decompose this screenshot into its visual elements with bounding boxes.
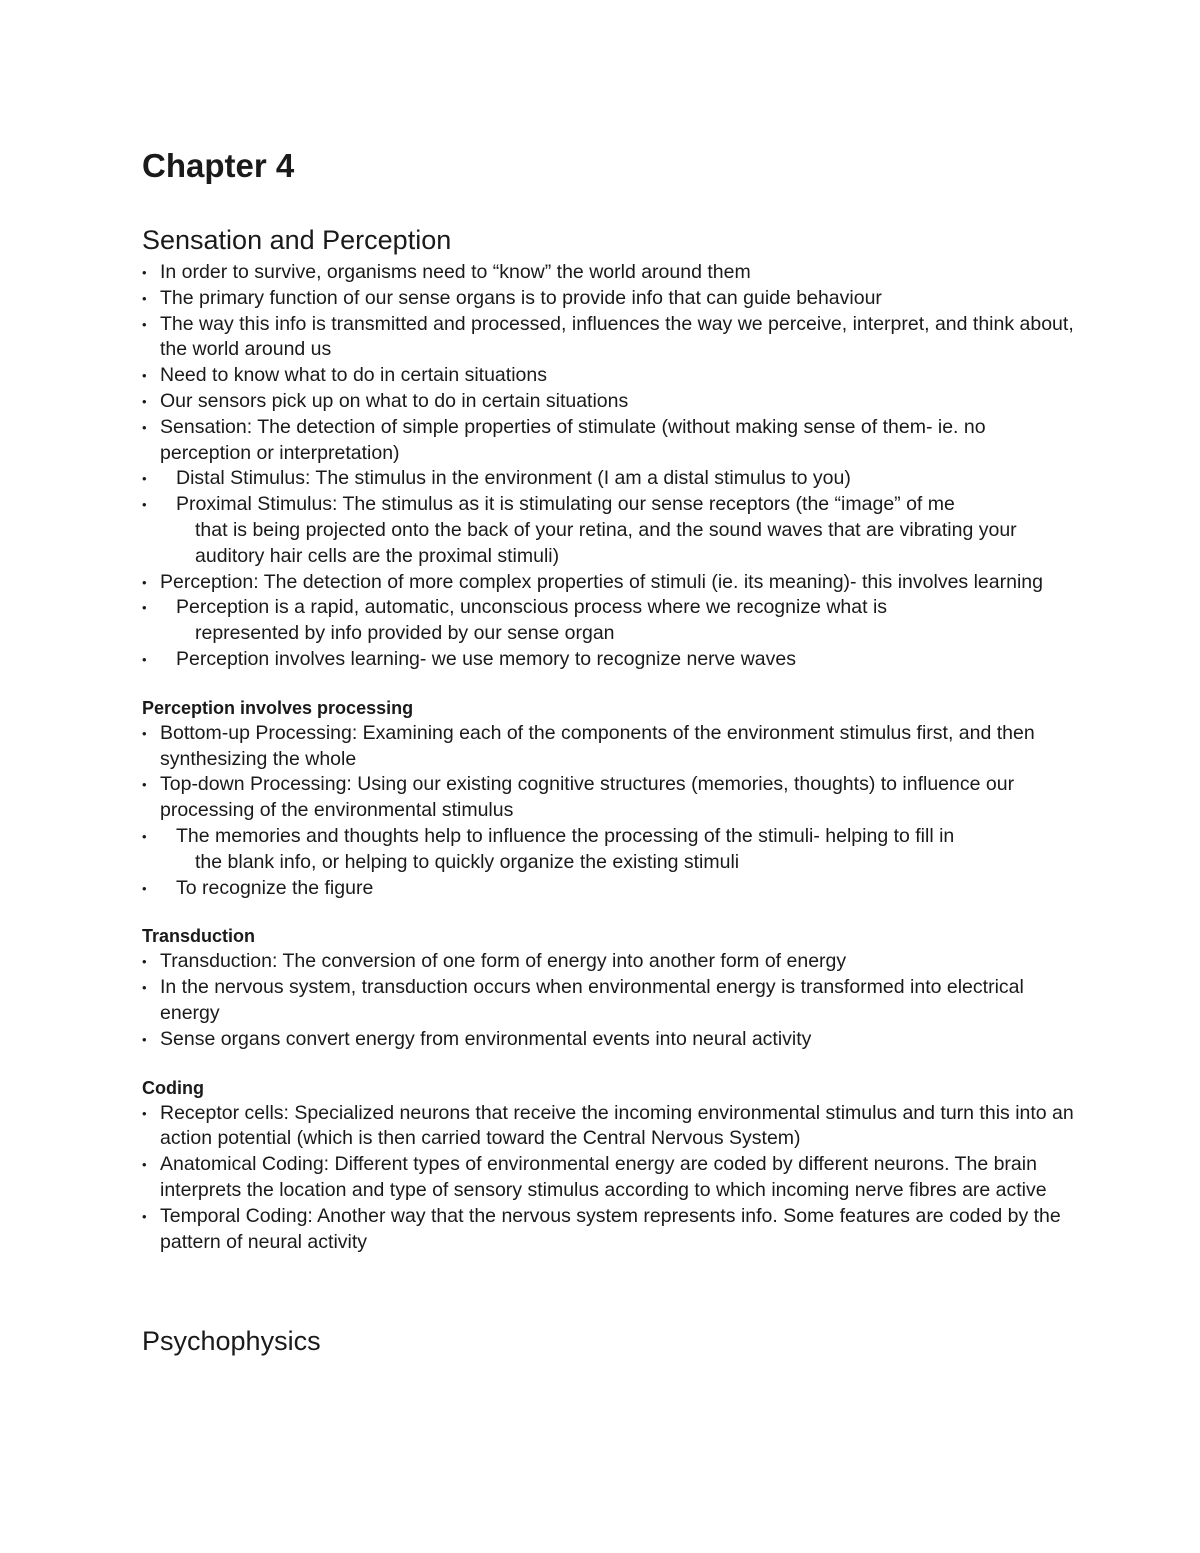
list-item-first-line: The memories and thoughts help to influence the processing of the stimuli- helping to fill in bbox=[176, 824, 955, 847]
list-item-nested: • Distal Stimulus: The stimulus in the environment (I am a distal stimulus to you) bbox=[142, 466, 1082, 492]
list-item-first-line: Perception is a rapid, automatic, unconscious process where we recognize what is bbox=[176, 596, 888, 619]
processing-list bbox=[142, 721, 1082, 902]
list-item: • Top-down Processing: Using our existing cognitive structures (memories, thoughts) to influence our processing of the environmental stimulus bbox=[142, 772, 1082, 824]
section-title-processing: Perception involves processing bbox=[142, 697, 414, 718]
section-title-sensation: Sensation and Perception bbox=[142, 225, 452, 255]
list-item: • Temporal Coding: Another way that the nervous system represents info. Some features are coded by the pattern of neural activity bbox=[142, 1204, 1082, 1256]
section-title-psychophysics: Psychophysics bbox=[142, 1326, 321, 1357]
list-item-continuation: that is being projected onto the back of your retina, and the sound waves that are vibrating your auditory hair cells are the proximal stimuli) bbox=[195, 518, 1017, 567]
list-item: • Our sensors pick up on what to do in certain situations bbox=[142, 389, 1082, 415]
list-item: • Bottom-up Processing: Examining each of the components of the environment stimulus first, and then synthesizing the whole bbox=[142, 721, 1082, 773]
list-item: • Sense organs convert energy from environmental events into neural activity bbox=[142, 1027, 1082, 1053]
list-item-nested bbox=[142, 492, 1082, 569]
list-item: • The way this info is transmitted and processed, influences the way we perceive, interpret, and think about, the world around us bbox=[142, 312, 1082, 364]
coding-list bbox=[142, 1101, 1082, 1256]
list-item-continuation: the blank info, or helping to quickly organize the existing stimuli bbox=[195, 850, 740, 873]
sensation-list bbox=[142, 260, 1082, 673]
list-item-continuation: represented by info provided by our sense organ bbox=[195, 622, 615, 645]
list-item: • Transduction: The conversion of one form of energy into another form of energy bbox=[142, 949, 1082, 975]
list-item: • Sensation: The detection of simple properties of stimulate (without making sense of them- ie. no perception or interpretation) bbox=[142, 415, 1082, 467]
list-item: • Perception: The detection of more complex properties of stimuli (ie. its meaning)- this involves learning bbox=[142, 570, 1082, 596]
list-item: • In order to survive, organisms need to “know” the world around them bbox=[142, 260, 1082, 286]
list-item: • Receptor cells: Specialized neurons that receive the incoming environmental stimulus and turn this into an action potential (which is then carried toward the Central Nervous System) bbox=[142, 1101, 1082, 1153]
list-item: • Anatomical Coding: Different types of environmental energy are coded by different neurons. The brain interprets the location and type of sensory stimulus according to which incoming nerve fibres are active bbox=[142, 1152, 1082, 1204]
list-item-nested bbox=[142, 824, 1082, 876]
list-item: • In the nervous system, transduction occurs when environmental energy is transformed into electrical energy bbox=[142, 975, 1082, 1027]
list-item: • Need to know what to do in certain situations bbox=[142, 363, 1082, 389]
list-item-nested bbox=[142, 595, 1082, 647]
document-body bbox=[142, 140, 1082, 1361]
section-title-coding: Coding bbox=[142, 1077, 204, 1098]
section-title-transduction: Transduction bbox=[142, 926, 256, 947]
list-item-first-line: Proximal Stimulus: The stimulus as it is stimulating our sense receptors (the “image” of me bbox=[176, 493, 955, 516]
list-item-nested: • To recognize the figure bbox=[142, 876, 1082, 902]
list-item-nested: • Perception involves learning- we use memory to recognize nerve waves bbox=[142, 647, 1082, 673]
list-item: • The primary function of our sense organs is to provide info that can guide behaviour bbox=[142, 286, 1082, 312]
transduction-list bbox=[142, 949, 1082, 1052]
chapter-title: Chapter 4 bbox=[142, 147, 295, 184]
